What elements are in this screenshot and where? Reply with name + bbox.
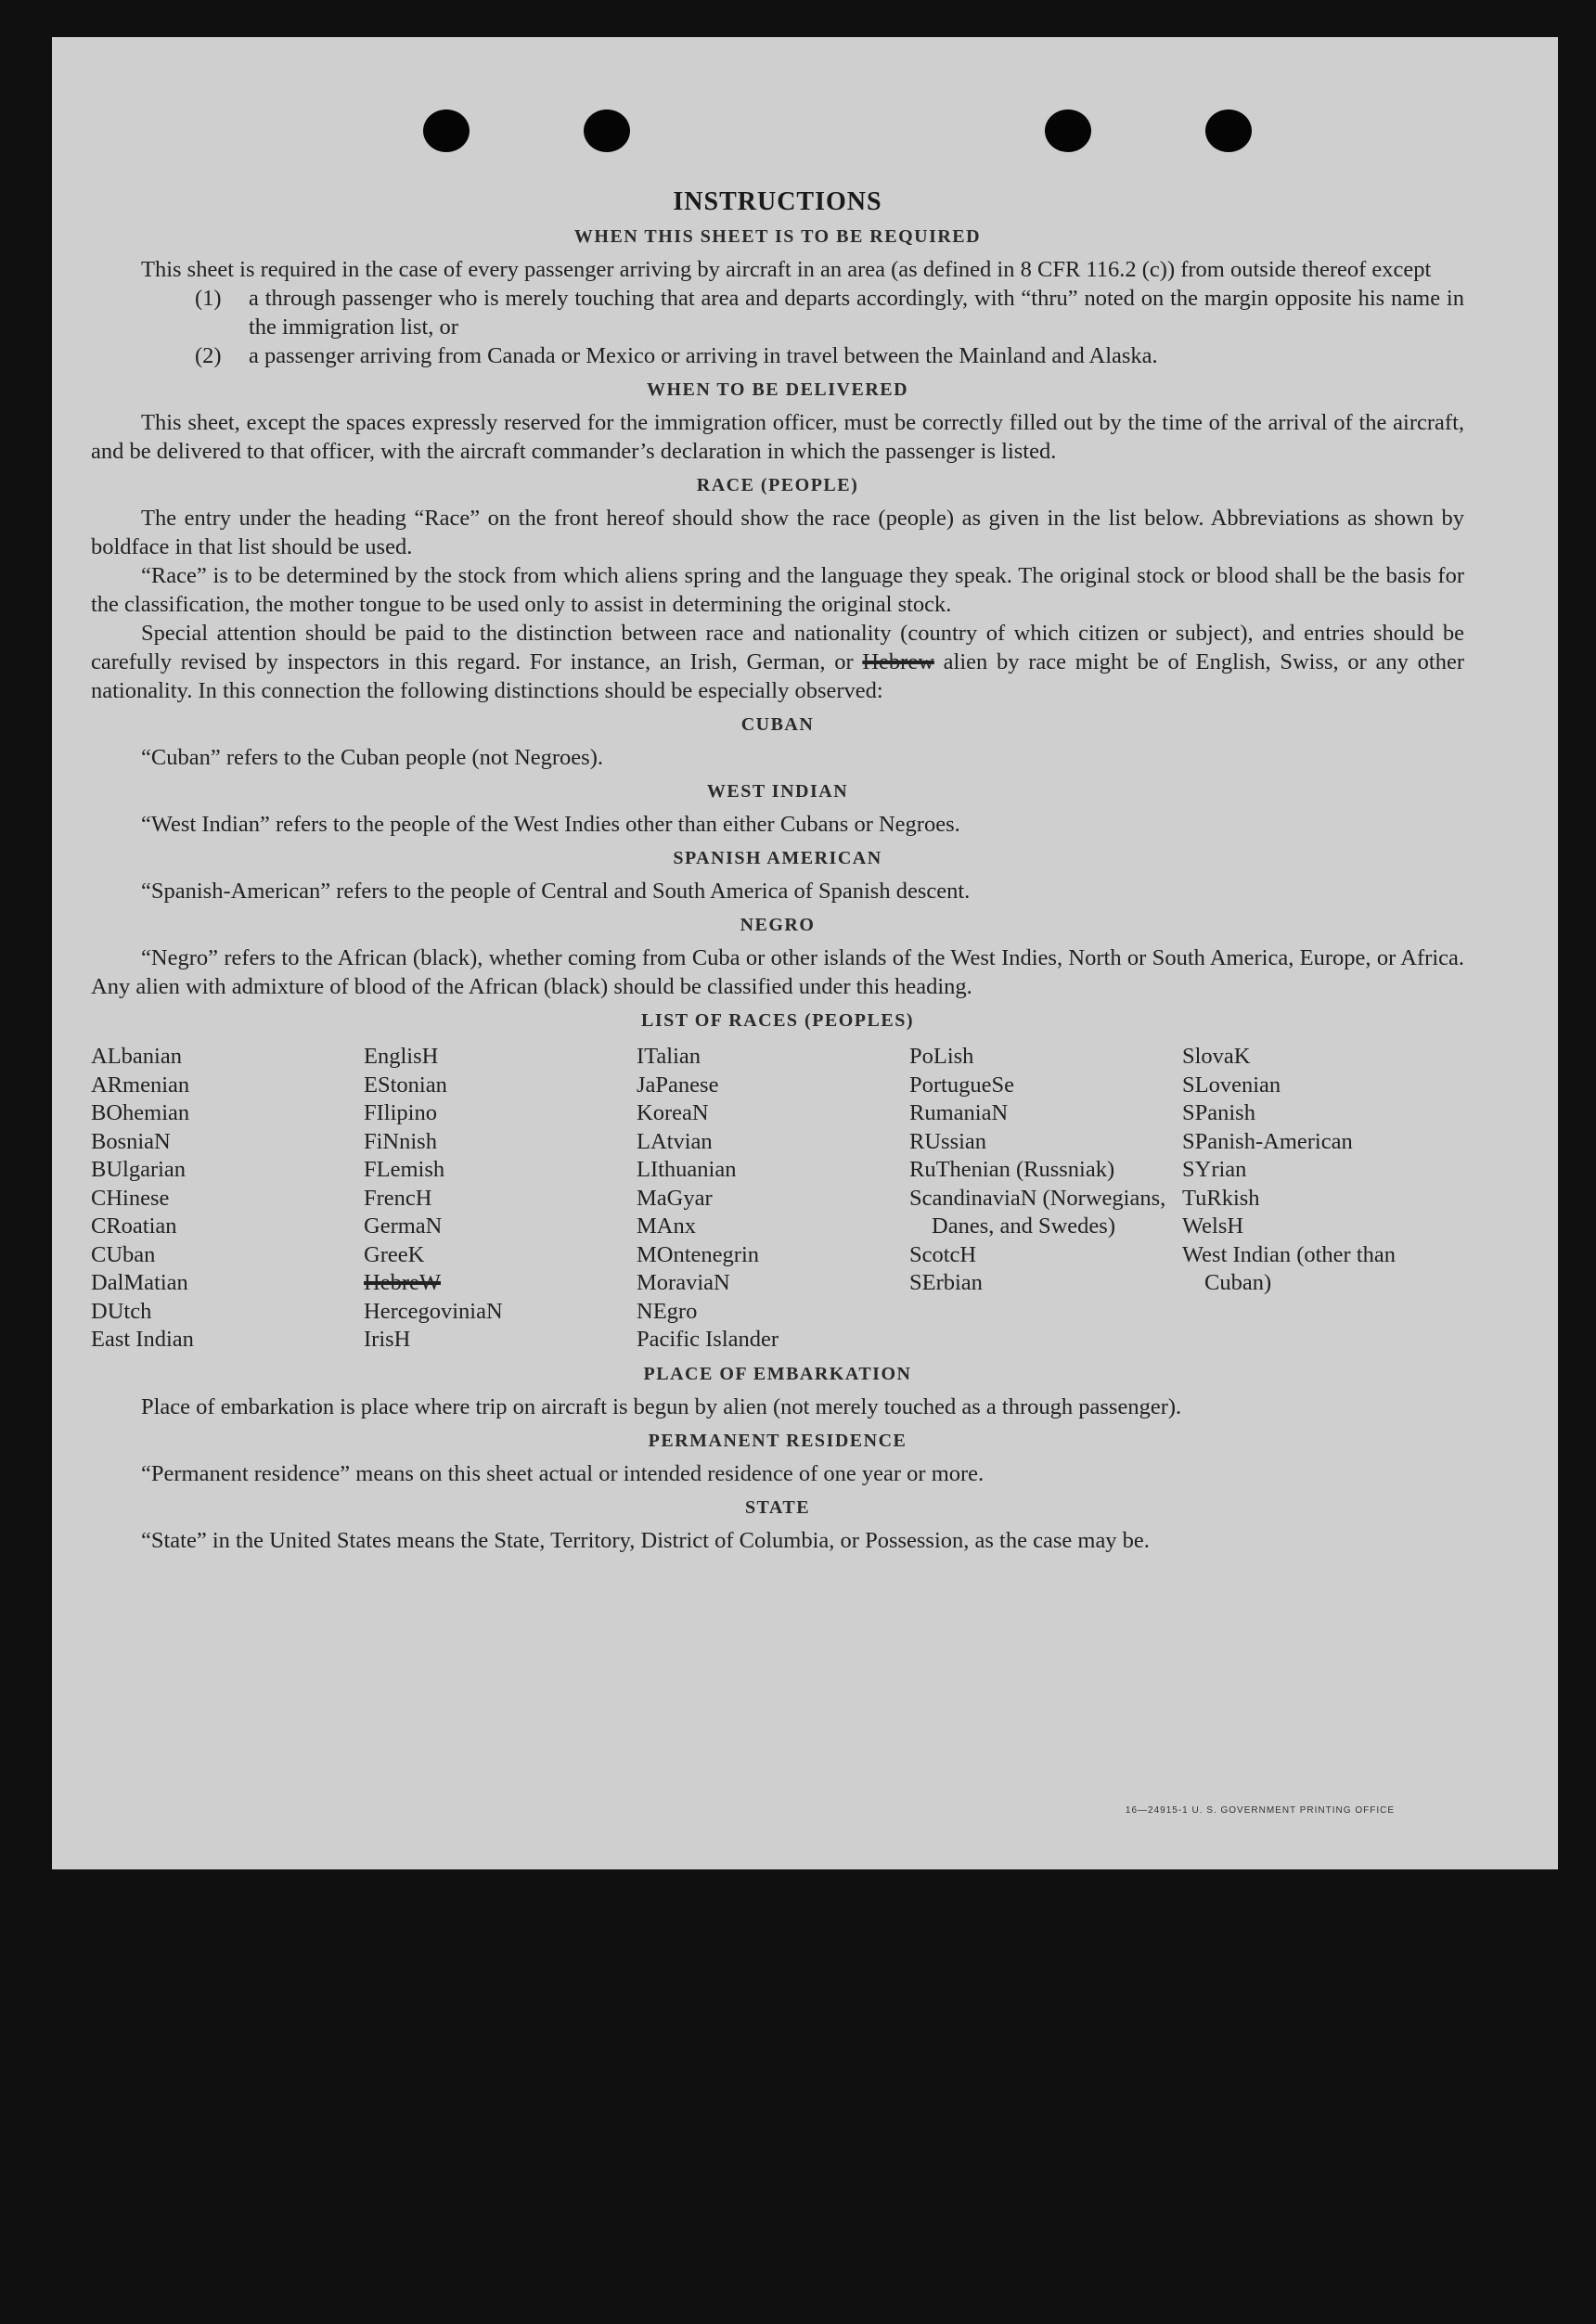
race-item: FiNnish — [364, 1128, 437, 1154]
state-text: “State” in the United States means the State, Territory, District of Columbia, or Possession, as the case may be. — [141, 1527, 1150, 1553]
race-item: SYrian — [1182, 1157, 1247, 1182]
section-heading-delivered: WHEN TO BE DELIVERED — [646, 379, 909, 400]
race-item: PortugueSe — [909, 1072, 1014, 1098]
race-item: ScandinaviaN (Norwegians, Danes, and Swedes) — [909, 1185, 1166, 1239]
list-item: (2) a passenger arriving from Canada or Mexico or arriving in travel between the Mainland and Alaska. — [195, 343, 1158, 368]
instructions-content — [91, 148, 1464, 1555]
race-item: IrisH — [364, 1327, 411, 1352]
race-item: FrencH — [364, 1185, 432, 1211]
race-item: BOhemian — [91, 1100, 190, 1125]
section-heading-state: STATE — [744, 1496, 811, 1518]
punch-hole — [584, 109, 630, 152]
race-item: RumaniaN — [909, 1100, 1009, 1125]
section-heading-cuban: CUBAN — [740, 714, 815, 735]
section-heading-residence: PERMANENT RESIDENCE — [648, 1430, 907, 1451]
race-item: Pacific Islander — [637, 1327, 779, 1352]
race-item: DalMatian — [91, 1270, 188, 1295]
spanish-american-text: “Spanish-American” refers to the people of Central and South America of Spanish descent. — [141, 879, 971, 904]
page-title: INSTRUCTIONS — [673, 187, 882, 216]
race-column — [637, 1043, 909, 1355]
race-item: MOntenegrin — [637, 1241, 759, 1267]
section-heading-west-indian: WEST INDIAN — [706, 781, 849, 802]
race-item: GreeK — [364, 1241, 425, 1267]
punch-hole — [1045, 109, 1091, 152]
race-item: MoraviaN — [637, 1270, 730, 1295]
race-item: HercegoviniaN — [364, 1298, 503, 1324]
race-item: TuRkish — [1182, 1185, 1260, 1211]
section-heading-race: RACE (PEOPLE) — [696, 475, 859, 495]
exception-list — [195, 284, 1464, 370]
negro-text: “Negro” refers to the African (black), whether coming from Cuba or other islands of the West Indies, North or South America, Europe, or Africa. Any alien with admixture of blood of the African (black) should be classified under this heading. — [91, 945, 1464, 999]
race-item: RuThenian (Russniak) — [909, 1157, 1115, 1182]
race-item: MAnx — [637, 1213, 696, 1239]
race-list — [91, 1043, 1464, 1355]
printing-office-note: 16—24915-1 U. S. GOVERNMENT PRINTING OFFICE — [1125, 1805, 1395, 1816]
race-item: FLemish — [364, 1157, 445, 1182]
race-item: ScotcH — [909, 1241, 977, 1267]
race-item: SPanish-American — [1182, 1128, 1353, 1154]
race-item: ITalian — [637, 1044, 701, 1069]
race-column — [91, 1043, 364, 1355]
west-indian-text: “West Indian” refers to the people of the West Indies other than either Cubans or Negroes. — [141, 812, 960, 837]
embarkation-text: Place of embarkation is place where trip on aircraft is begun by alien (not merely touched as a through passenger). — [141, 1393, 1182, 1419]
race-item: PoLish — [909, 1044, 974, 1069]
race-item: FIlipino — [364, 1100, 437, 1125]
cuban-text: “Cuban” refers to the Cuban people (not Negroes). — [141, 745, 603, 770]
race-item: CUban — [91, 1241, 156, 1267]
race-item: West Indian (other than Cuban) — [1182, 1241, 1396, 1295]
punch-hole — [1205, 109, 1252, 152]
race-column — [364, 1043, 637, 1355]
race-item: CRoatian — [91, 1213, 177, 1239]
race-item: ALbanian — [91, 1044, 182, 1069]
struck-word: Hebrew — [862, 649, 934, 674]
race-paragraph-1: The entry under the heading “Race” on the front hereof should show the race (people) as given in the list below. Abbreviations as shown by boldface in that list should be used. — [91, 506, 1464, 559]
race-item: East Indian — [91, 1327, 194, 1352]
section-heading-races: LIST OF RACES (PEOPLES) — [640, 1010, 914, 1031]
race-item: LAtvian — [637, 1128, 713, 1154]
section-heading-spanish-american: SPANISH AMERICAN — [673, 848, 882, 868]
race-paragraph-3: Special attention should be paid to the distinction between race and nationality (country of which citizen or subject), and entries should be carefully revised by inspectors in this regard. For instance, an Irish, German, or Hebrew alien by race might be of English, Swiss, or any other nationality. In this connection the following distinctions should be especially observed: — [91, 621, 1465, 703]
race-column — [1182, 1043, 1455, 1355]
race-item: EStonian — [364, 1072, 447, 1098]
punch-hole — [423, 109, 470, 152]
residence-text: “Permanent residence” means on this sheet actual or intended residence of one year or more. — [141, 1460, 985, 1486]
race-item: RUssian — [909, 1128, 987, 1154]
race-paragraph-2: “Race” is to be determined by the stock from which aliens spring and the language they speak. The original stock or blood shall be the basis for the classification, the mother tongue to be used only to assist in determining the original stock. — [91, 563, 1464, 617]
race-item: BUlgarian — [91, 1157, 187, 1182]
race-column — [909, 1043, 1182, 1355]
race-item: KoreaN — [637, 1100, 709, 1125]
list-item: (1) a through passenger who is merely touching that area and departs accordingly, with “thru” noted on the margin opposite his name in the immigration list, or — [195, 286, 1464, 340]
race-item: EnglisH — [364, 1044, 439, 1069]
race-item: BosniaN — [91, 1128, 171, 1154]
race-item: ARmenian — [91, 1072, 190, 1098]
section-heading-negro: NEGRO — [740, 915, 816, 935]
race-item: JaPanese — [637, 1072, 719, 1098]
race-item: WelsH — [1182, 1213, 1244, 1239]
section-heading-required: WHEN THIS SHEET IS TO BE REQUIRED — [573, 226, 982, 247]
race-item: SLovenian — [1182, 1072, 1281, 1098]
race-item: MaGyar — [637, 1185, 713, 1211]
delivered-text: This sheet, except the spaces expressly reserved for the immigration officer, must be correctly filled out by the time of the arrival of the aircraft, and be delivered to that officer, with the aircraft commander’s declaration in which the passenger is listed. — [91, 410, 1464, 464]
race-item: NEgro — [637, 1298, 698, 1324]
race-item: SlovaK — [1182, 1044, 1251, 1069]
section-heading-embarkation: PLACE OF EMBARKATION — [643, 1363, 912, 1384]
race-item: SErbian — [909, 1270, 983, 1295]
race-item: GermaN — [364, 1213, 443, 1239]
required-intro: This sheet is required in the case of every passenger arriving by aircraft in an area (as defined in 8 CFR 116.2 (c)) from outside thereof except — [141, 257, 1432, 282]
race-item: CHinese — [91, 1185, 170, 1211]
race-item: SPanish — [1182, 1100, 1255, 1125]
race-item: LIthuanian — [637, 1157, 737, 1182]
document-sheet — [52, 37, 1558, 1869]
race-item: HebreW — [364, 1270, 441, 1295]
race-item: DUtch — [91, 1298, 152, 1324]
